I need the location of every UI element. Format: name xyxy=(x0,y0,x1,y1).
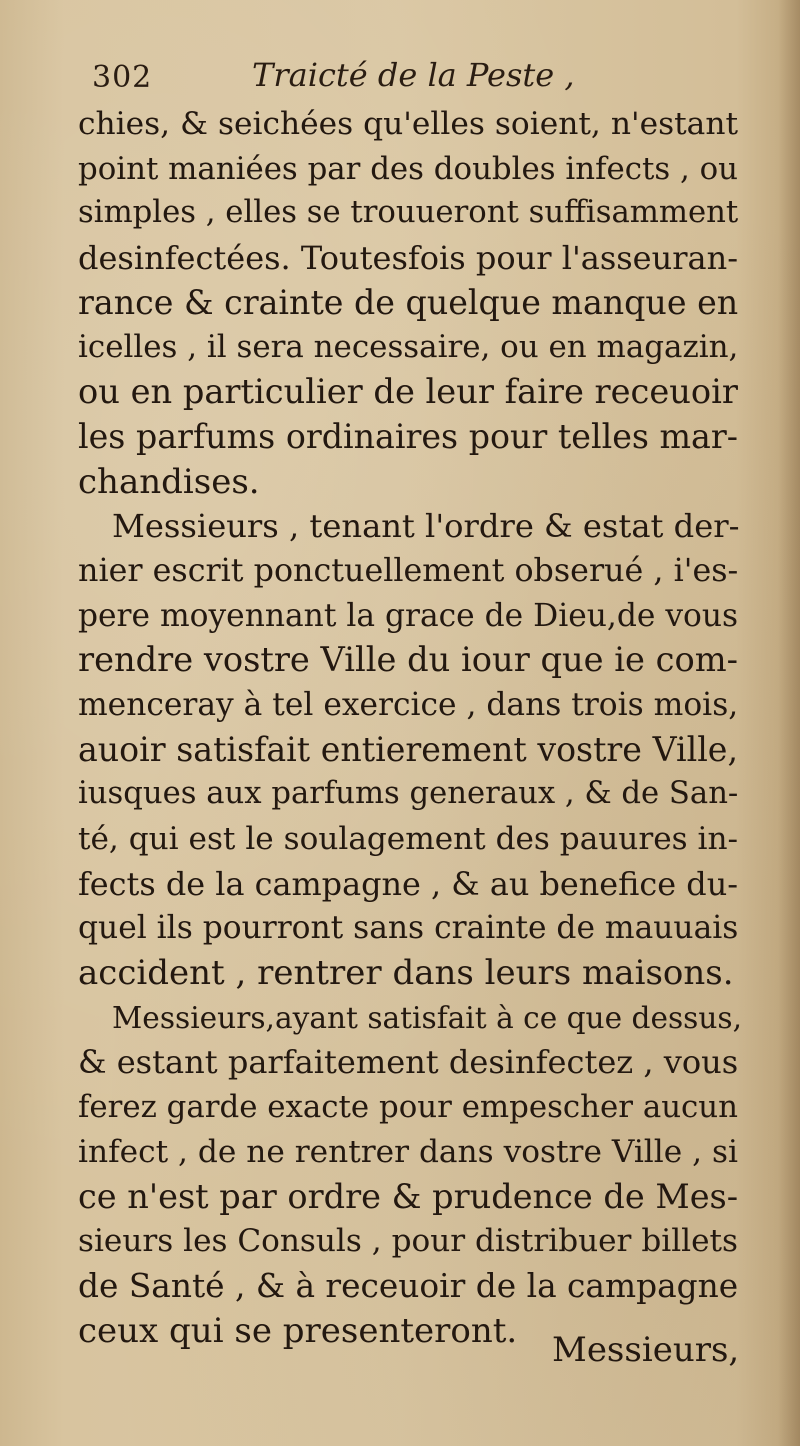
text-line: infect , de ne rentrer dans vostre Ville , si xyxy=(78,1133,738,1170)
text-line: ce n'est par ordre & prudence de Mes- xyxy=(78,1176,739,1216)
text-line: ceux qui se presenteront. xyxy=(78,1310,518,1351)
text-line: les parfums ordinaires pour telles mar- xyxy=(78,416,738,456)
text-line: Messieurs , tenant l'ordre & estat der- xyxy=(112,507,740,546)
body-text xyxy=(78,102,743,1353)
text-line: de Santé , & à receuoir de la campagne xyxy=(78,1266,739,1305)
text-line: pere moyennant la grace de Dieu,de vous xyxy=(78,597,739,634)
text-line: menceray à tel exercice , dans trois mois, xyxy=(78,686,739,723)
text-line: fects de la campagne , & au benefice du- xyxy=(78,864,738,903)
paragraph xyxy=(78,102,738,504)
text-line: point maniées par des doubles infects , ou xyxy=(78,150,738,187)
text-line: chandises. xyxy=(78,461,260,502)
text-line: rendre vostre Ville du iour que ie com- xyxy=(78,640,738,680)
running-title: Traicté de la Peste , xyxy=(252,56,575,94)
text-line: quel ils pourront sans crainte de mauuais xyxy=(78,910,739,947)
text-line: rance & crainte de quelque manque en xyxy=(78,282,739,322)
page-header xyxy=(92,48,732,100)
page-edge-shadow xyxy=(778,0,800,1446)
text-line: icelles , il sera necessaire, ou en magazin, xyxy=(78,329,739,366)
text-line: Messieurs,ayant satisfait à ce que dessus, xyxy=(112,1000,743,1035)
text-line: auoir satisfait entierement vostre Ville, xyxy=(78,729,738,769)
text-line: desinfectées. Toutesfois pour l'asseuran- xyxy=(78,239,738,278)
text-line: ferez garde exacte pour empescher aucun xyxy=(78,1089,738,1126)
text-line: accident , rentrer dans leurs maisons. xyxy=(78,953,734,994)
text-line: iusques aux parfums generaux , & de San- xyxy=(78,776,739,812)
paragraph xyxy=(78,504,738,996)
paragraph xyxy=(78,996,743,1354)
text-line: chies, & seichées qu'elles soient, n'estant xyxy=(78,106,738,142)
text-line: sieurs les Consuls , pour distribuer billets xyxy=(78,1223,738,1260)
page-number: 302 xyxy=(92,60,153,95)
text-line: simples , elles se trouueront suffisamment xyxy=(78,195,739,231)
catchword: Messieurs, xyxy=(552,1330,740,1370)
text-line: & estant parfaitement desinfectez , vous xyxy=(78,1043,739,1082)
text-line: ou en particulier de leur faire receuoir xyxy=(78,372,738,412)
text-line: té, qui est le soulagement des pauures in- xyxy=(78,821,738,857)
text-line: nier escrit ponctuellement obserué , i'es- xyxy=(78,552,739,589)
